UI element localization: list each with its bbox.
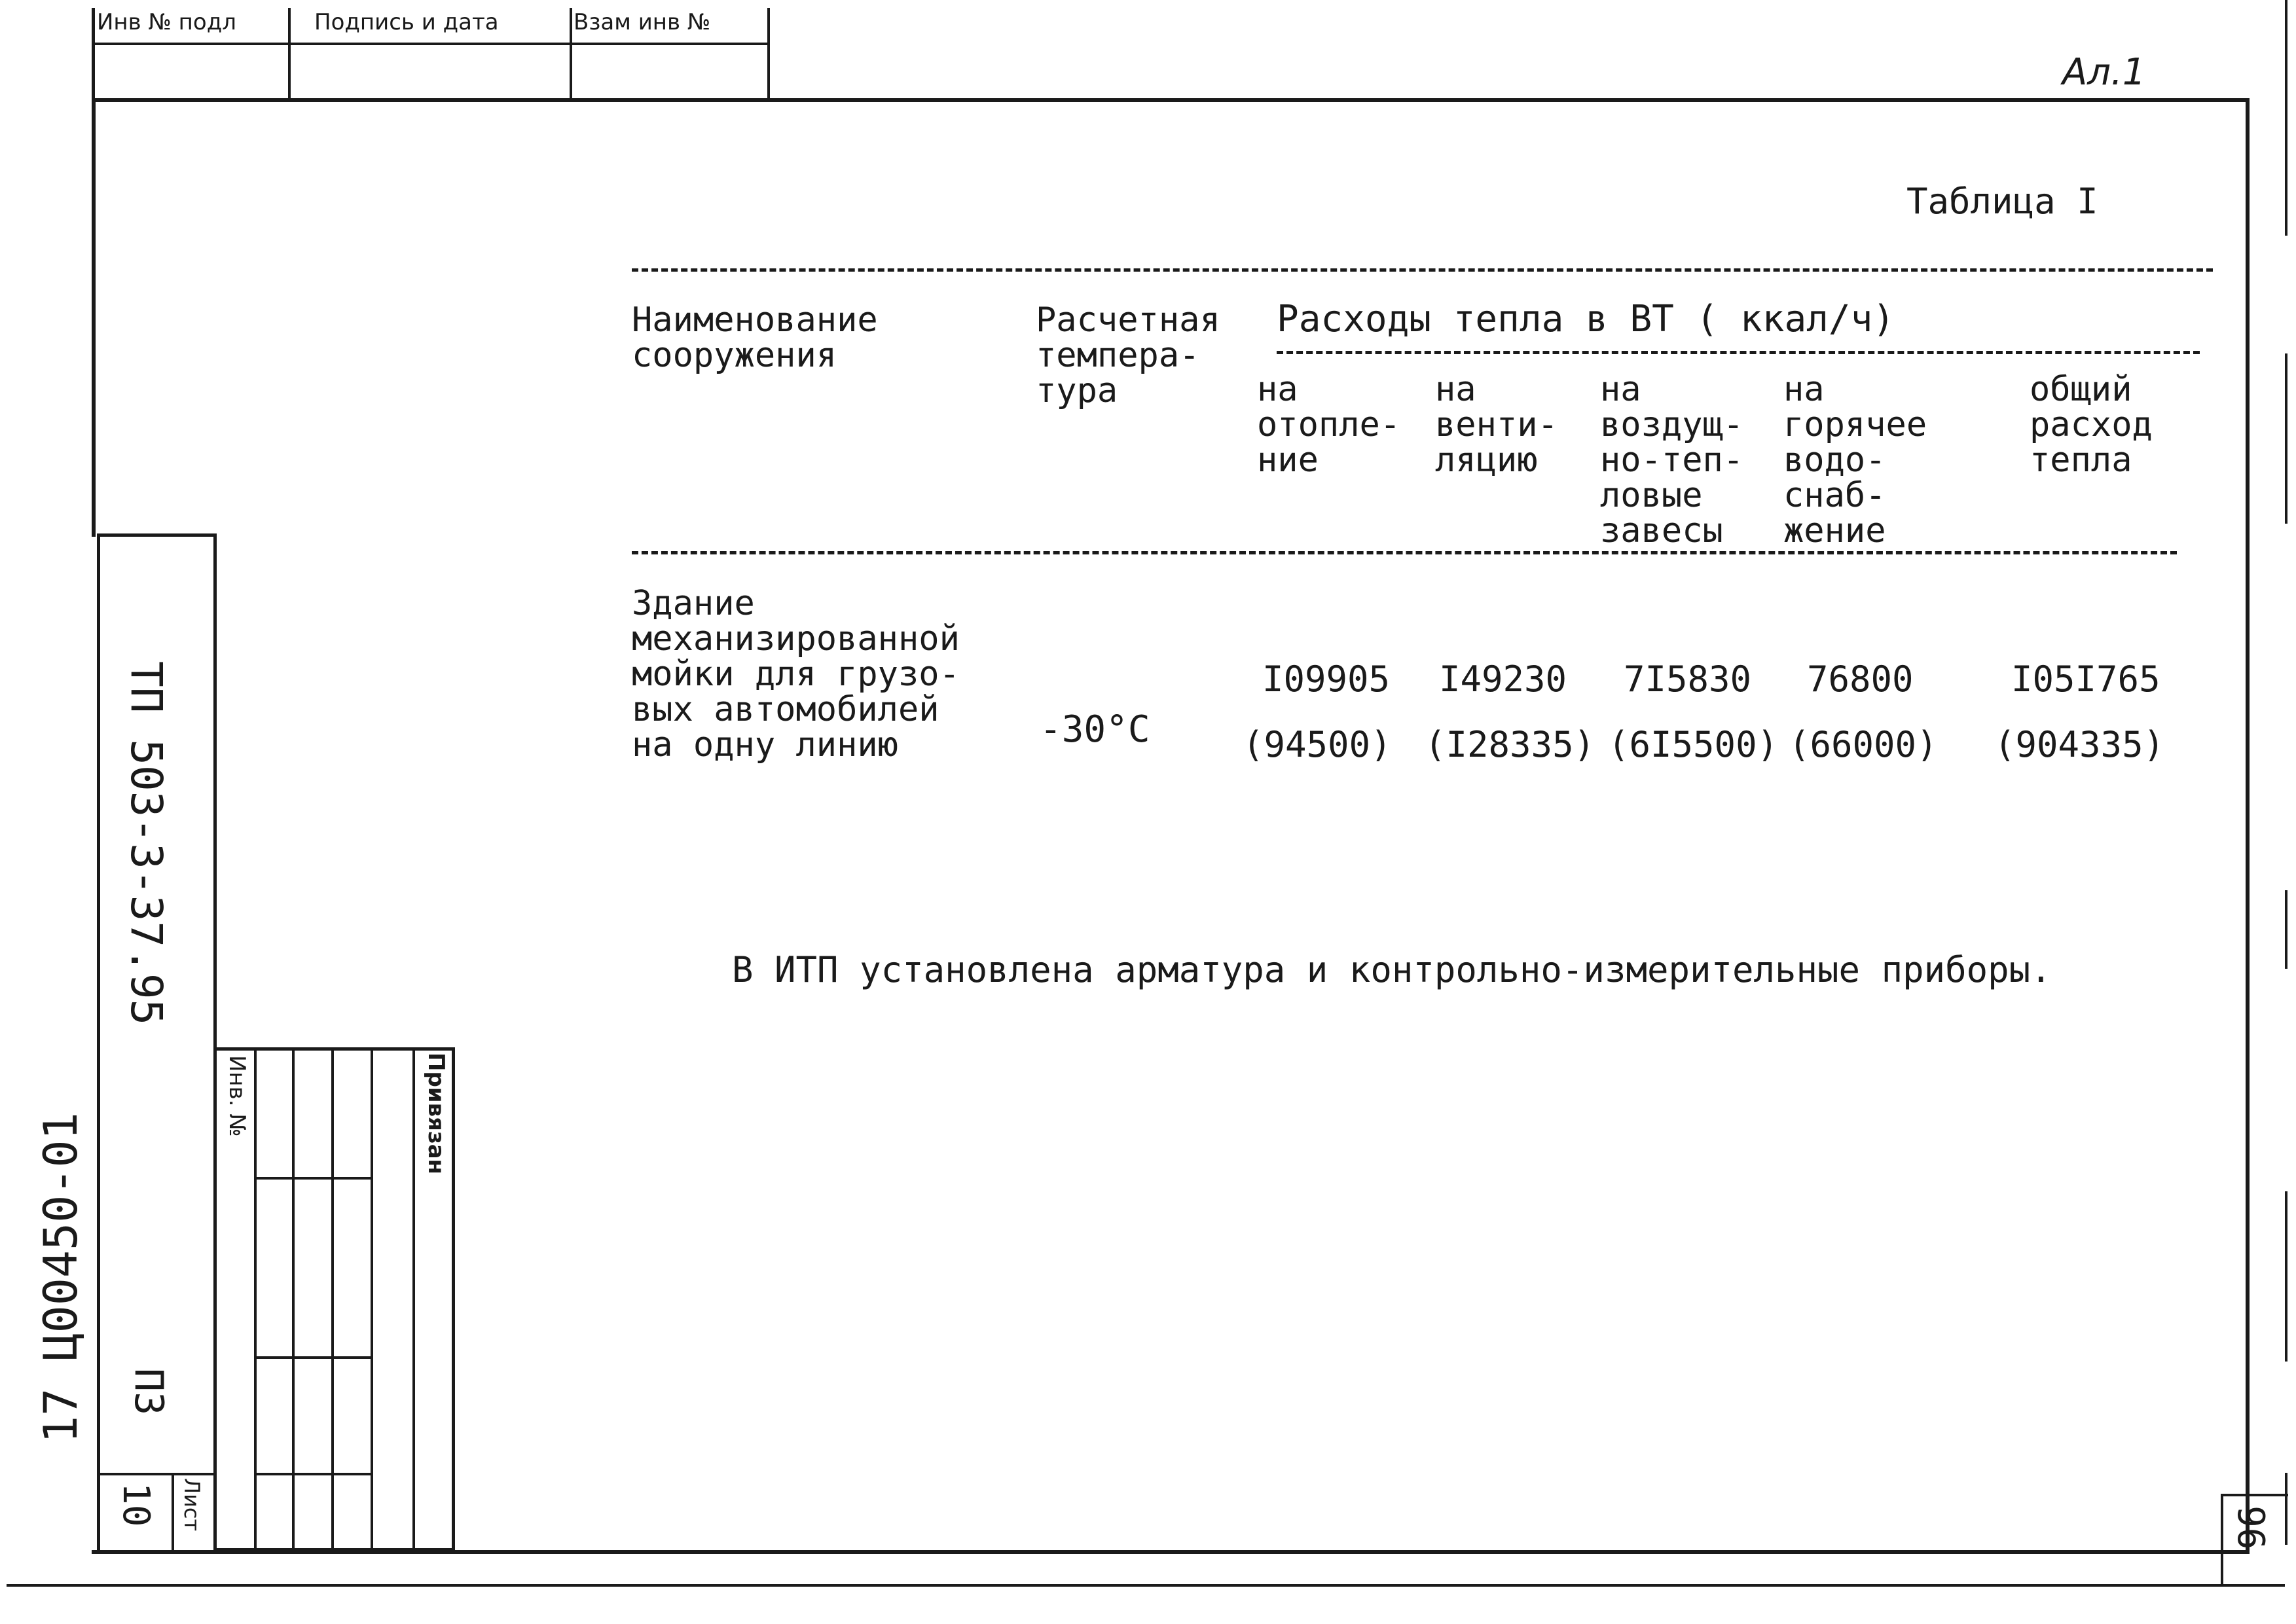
archive-code: 17 Ц00450-01 [34,1112,88,1443]
page-bottom-rule [7,1584,2285,1587]
note-text: В ИТП установлена арматура и контрольно-измерительные приборы. [732,949,2052,990]
grid-inv-label: Инв. № [224,1055,250,1137]
margin-mark-2 [2285,353,2287,524]
value-heating-kcal: (94500) [1243,724,1392,765]
grid-right [452,1047,455,1551]
grid-col-3 [331,1047,334,1551]
sheet-mark: Ал.1 [2062,51,2146,94]
page-number-box-left [2221,1494,2223,1585]
side-sheet-number: 10 [115,1483,157,1527]
value-ventilation-w: I49230 [1439,659,1567,700]
header-air-curtains: на воздущ- но-теп- ловые завесы [1600,370,1744,550]
side-block-right [213,533,217,1551]
side-sheet-divider [172,1473,174,1551]
grid-top [216,1047,454,1051]
grid-row-3 [254,1473,373,1475]
grid-col-1 [254,1047,257,1551]
side-project-code: ТП 503-3-37.95 [121,661,172,1026]
page-number-box-top [2223,1494,2288,1496]
stamp-signature-date: Подпись и дата [314,9,499,35]
value-total-kcal: (904335) [1994,724,2165,765]
stamp-border-left [92,8,95,101]
grid-col-4 [371,1047,373,1551]
table-title: Таблица I [1906,181,2098,222]
stamp-replace-inv: Взам инв № [574,9,711,35]
grid-col-5 [412,1047,415,1551]
value-hot-water-w: 76800 [1807,659,1914,700]
row-design-temperature: -30°C [1040,708,1150,751]
stamp-header-rule [92,43,769,45]
header-hot-water: на горячее водо- снаб- жение [1783,370,1927,550]
stamp-divider-2 [570,8,572,101]
grid-privyazan-label: Привязан [423,1053,449,1175]
side-sheet-rule [97,1473,216,1475]
row-structure-name: Здание механизированной мойки для грузо- вых автомобилей на одну линию [632,584,960,765]
margin-mark-4 [2285,1191,2287,1362]
header-design-temperature: Расчетная темпера- тура [1036,300,1220,410]
margin-mark-5 [2285,1473,2287,1545]
value-hot-water-kcal: (66000) [1789,724,1938,765]
stamp-divider-3 [767,8,770,101]
header-heating: на отопле- ние [1257,370,1401,480]
table-group-rule [1277,351,2200,354]
table-top-rule [632,268,2213,272]
frame-left-upper [92,98,96,537]
header-structure-name: Наименование сооружения [632,300,878,375]
value-total-w: I05I765 [2011,659,2160,700]
side-sheet-label: Лист [179,1478,204,1532]
value-heating-w: I09905 [1262,659,1391,700]
side-block-left [97,533,100,1551]
stamp-inv-podl: Инв № подл [97,9,236,35]
frame-right [2246,98,2250,1553]
grid-col-2 [292,1047,295,1551]
value-air-curtains-kcal: (6I5500) [1608,724,1779,765]
margin-mark-1 [2285,0,2287,236]
side-block-top [97,533,216,537]
page-number: 96 [2229,1506,2272,1550]
header-ventilation: на венти- ляцию [1435,370,1558,480]
frame-top [92,98,2249,102]
value-air-curtains-w: 7I5830 [1624,659,1752,700]
header-total: общий расход тепла [2030,370,2153,480]
stamp-divider-1 [288,8,291,101]
grid-row-1 [254,1177,373,1180]
margin-mark-3 [2285,890,2287,969]
value-ventilation-kcal: (I28335) [1425,724,1595,765]
table-header-bottom-rule [632,551,2177,554]
side-section: ПЗ [126,1368,172,1416]
grid-bottom [216,1548,454,1551]
grid-row-2 [254,1356,373,1359]
header-heat-consumption: Расходы тепла в ВТ ( ккал/ч) [1277,298,1895,340]
